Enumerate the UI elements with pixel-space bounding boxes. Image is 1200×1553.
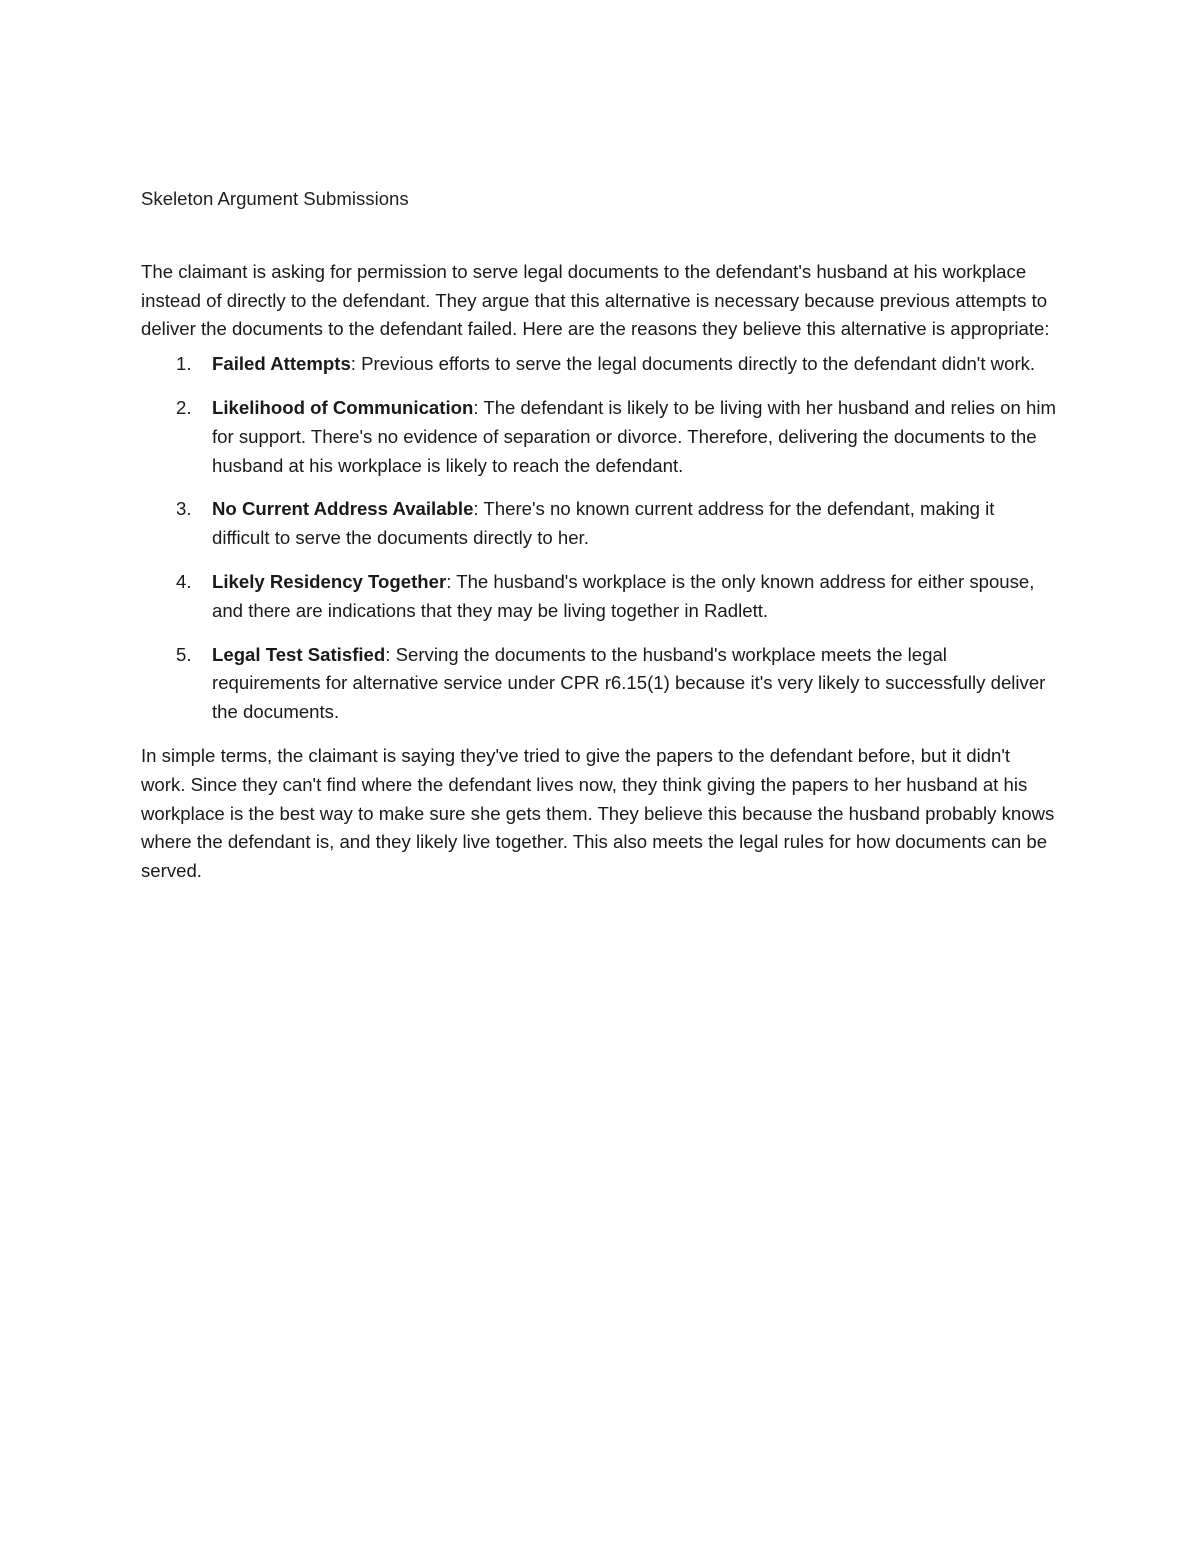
reason-text: : Serving the documents to the husband's workplace meets the legal requirements for alternative service under CPR r6.15(1) because it's very likely to successfully deliver the documents. — [212, 643, 1046, 723]
document-body — [141, 185, 1056, 886]
reason-item — [141, 350, 1056, 379]
reason-text: : Previous efforts to serve the legal documents directly to the defendant didn't work. — [350, 353, 1036, 375]
reason-item — [141, 641, 1056, 727]
intro-paragraph: The claimant is asking for permission to serve legal documents to the defendant's husband at his workplace instead of directly to the defendant. They argue that this alternative is necessary because previous attempts to deliver the documents to the defendant failed. Here are the reasons they believe this alternative is appropriate: — [141, 260, 1050, 340]
reason-text: : The defendant is likely to be living with her husband and relies on him for support. There's no evidence of separation or divorce. Therefore, delivering the documents to the husband at his workplace is likely to reach the defendant. — [212, 396, 1056, 476]
reason-text: : The husband's workplace is the only known address for either spouse, and there are indications that they may be living together in Radlett. — [212, 570, 1035, 621]
reason-item — [141, 394, 1056, 480]
conclusion-paragraph: In simple terms, the claimant is saying they've tried to give the papers to the defendant before, but it didn't work. Since they can't find where the defendant lives now, they think giving the papers to her husband at his workplace is the best way to make sure she gets them. They believe this because the husband probably knows where the defendant is, and they likely live together. This also meets the legal rules for how documents can be served. — [141, 744, 1055, 882]
reason-title: Likely Residency Together — [212, 570, 447, 592]
reason-number: 2. — [176, 396, 192, 418]
reason-number: 3. — [176, 498, 192, 520]
reason-number: 4. — [176, 570, 192, 592]
reason-title: Failed Attempts — [212, 353, 351, 375]
reason-title: No Current Address Available — [212, 498, 474, 520]
reason-item — [141, 568, 1056, 626]
reason-item — [141, 495, 1056, 553]
document-title: Skeleton Argument Submissions — [141, 188, 409, 209]
reason-title: Legal Test Satisfied — [212, 643, 386, 665]
reason-number: 1. — [176, 353, 192, 375]
reason-title: Likelihood of Communication — [212, 396, 474, 418]
reasons-list — [141, 350, 1056, 727]
reason-number: 5. — [176, 643, 192, 665]
reason-text: : There's no known current address for the defendant, making it difficult to serve the documents directly to her. — [212, 498, 995, 549]
